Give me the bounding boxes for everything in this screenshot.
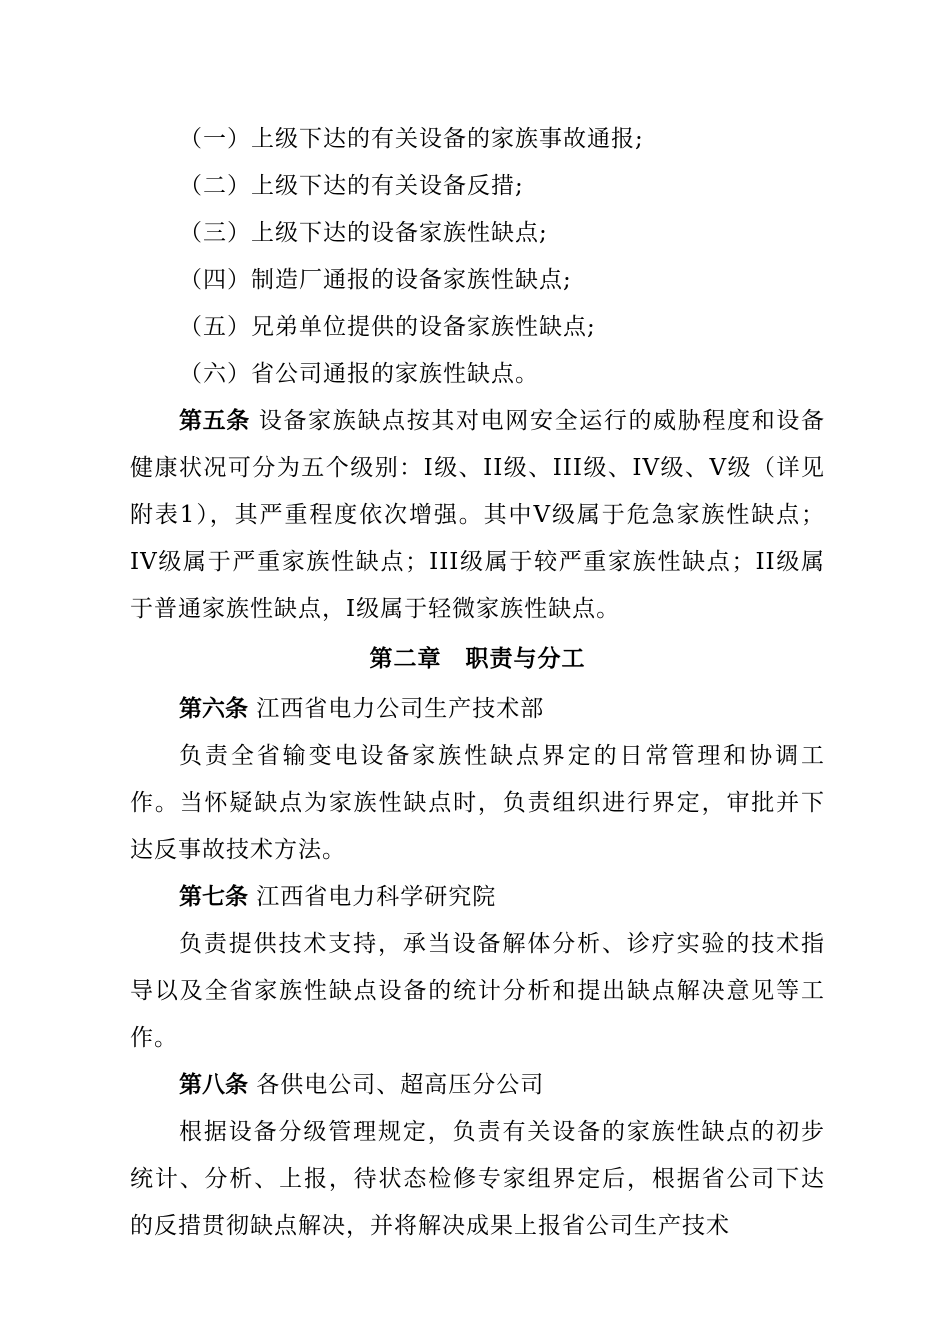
article-6-label: 第六条 [179,696,248,722]
document-page [130,116,825,1250]
chapter-title: 第二章 职责与分工 [369,646,586,672]
article-7-heading: 江西省电力科学研究院 [248,884,497,910]
list-item: （三）上级下达的设备家族性缺点; [179,220,548,246]
article-5-text: 设备家族缺点按其对电网安全运行的威胁程度和设备健康状况可分为五个级别：I级、II级、III级、IV级、V级（详见附表1），其严重程度依次增强。其中V级属于危急家族性缺点；IV级属于严重家族性缺点；III级属于较严重家族性缺点；II级属于普通家族性缺点，I级属于轻微家族性缺点。 [130,408,826,622]
article-6-heading: 江西省电力公司生产技术部 [248,696,545,722]
article-7-heading-line [130,874,825,921]
list-item: （五）兄弟单位提供的设备家族性缺点; [179,314,596,340]
article-8-label: 第八条 [179,1072,248,1098]
article-8-body: 根据设备分级管理规定，负责有关设备的家族性缺点的初步统计、分析、上报，待状态检修专家组界定后，根据省公司下达的反措贯彻缺点解决，并将解决成果上报省公司生产技术 [130,1119,825,1239]
list-item: （一）上级下达的有关设备的家族事故通报; [179,126,644,152]
list-item: （四）制造厂通报的设备家族性缺点; [179,267,572,293]
article-8-heading: 各供电公司、超高压分公司 [248,1072,545,1098]
article-6-body: 负责全省输变电设备家族性缺点界定的日常管理和协调工作。当怀疑缺点为家族性缺点时，负责组织进行界定，审批并下达反事故技术方法。 [130,743,825,863]
article-7-body: 负责提供技术支持，承当设备解体分析、诊疗实验的技术指导以及全省家族性缺点设备的统计分析和提出缺点解决意见等工作。 [130,931,825,1051]
article-7-label: 第七条 [179,884,248,910]
article-5-paragraph [130,398,825,633]
list-item: （六）省公司通报的家族性缺点。 [179,361,539,387]
article-5-label: 第五条 [179,408,250,434]
article-8-heading-line [130,1062,825,1109]
article-6-heading-line [130,686,825,733]
list-item: （二）上级下达的有关设备反措; [179,173,524,199]
